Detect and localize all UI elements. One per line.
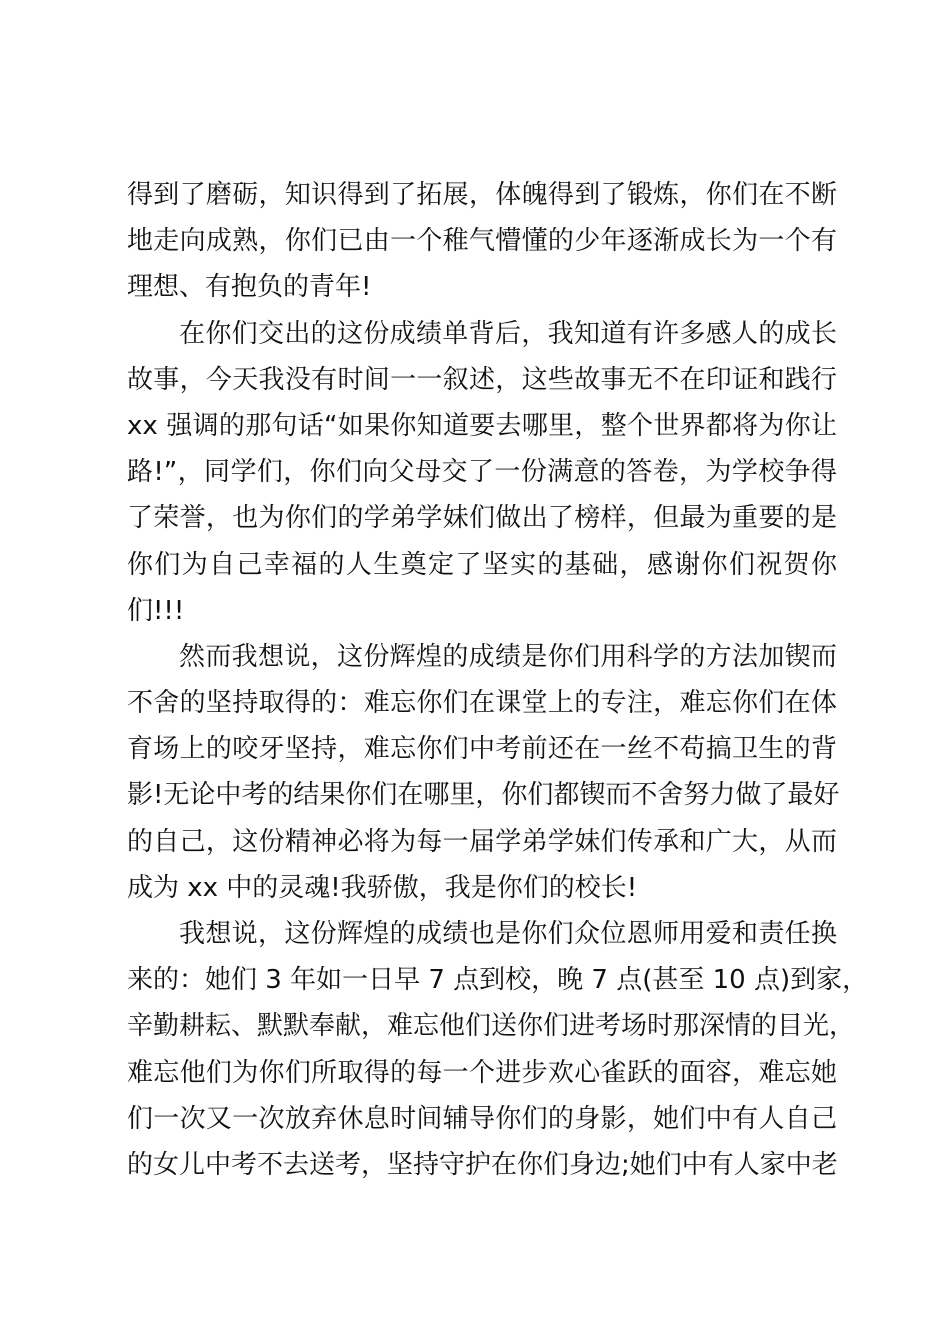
paragraph-start-line: 我想说，这份辉煌的成绩也是你们众位恩师用爱和责任换 — [179, 919, 837, 949]
text-line: 难忘他们为你们所取得的每一个进步欢心雀跃的面容，难忘她 — [127, 1057, 837, 1088]
text-line: 成为 xx 中的灵魂!我骄傲，我是你们的校长! — [127, 872, 638, 903]
text-line: 路!”，同学们，你们向父母交了一份满意的答卷，为学校争得 — [127, 457, 837, 488]
text-line: 们!!! — [127, 595, 185, 626]
text-line: 故事，今天我没有时间一一叙述，这些故事无不在印证和践行 — [127, 364, 837, 395]
text-line: 的自己，这份精神必将为每一届学弟学妹们传承和广大，从而 — [127, 826, 837, 857]
text-line: 们一次又一次放弃休息时间辅导你们的身影，她们中有人自己 — [127, 1103, 837, 1134]
text-line: 来的：她们 3 年如一日早 7 点到校，晚 7 点(甚至 10 点)到家， — [127, 965, 869, 996]
body-text — [127, 172, 869, 1188]
paragraph-start-line: 在你们交出的这份成绩单背后，我知道有许多感人的成长 — [179, 318, 837, 349]
text-line: 理想、有抱负的青年! — [127, 272, 372, 303]
text-line: 的女儿中考不去送考，坚持守护在你们身边;她们中有人家中老 — [127, 1149, 838, 1180]
text-line: 了荣誉，也为你们的学弟学妹们做出了榜样，但最为重要的是 — [127, 503, 837, 534]
text-line: 地走向成熟，你们已由一个稚气懵懂的少年逐渐成长为一个有 — [127, 226, 837, 257]
text-line: 不舍的坚持取得的：难忘你们在课堂上的专注，难忘你们在体 — [127, 688, 837, 719]
text-line: 影!无论中考的结果你们在哪里，你们都锲而不舍努力做了最好 — [127, 780, 840, 811]
text-line: 辛勤耕耘、默默奉献，难忘他们送你们进考场时那深情的目光， — [127, 1011, 856, 1042]
text-line: 得到了磨砺，知识得到了拓展，体魄得到了锻炼，你们在不断 — [127, 180, 837, 210]
paragraph-start-line: 然而我想说，这份辉煌的成绩是你们用科学的方法加锲而 — [179, 641, 837, 672]
text-line: 育场上的咬牙坚持，难忘你们中考前还在一丝不苟搞卫生的背 — [127, 734, 837, 765]
text-line: 你们为自己幸福的人生奠定了坚实的基础，感谢你们祝贺你 — [127, 549, 837, 580]
text-line: xx 强调的那句话“如果你知道要去哪里，整个世界都将为你让 — [127, 410, 837, 441]
